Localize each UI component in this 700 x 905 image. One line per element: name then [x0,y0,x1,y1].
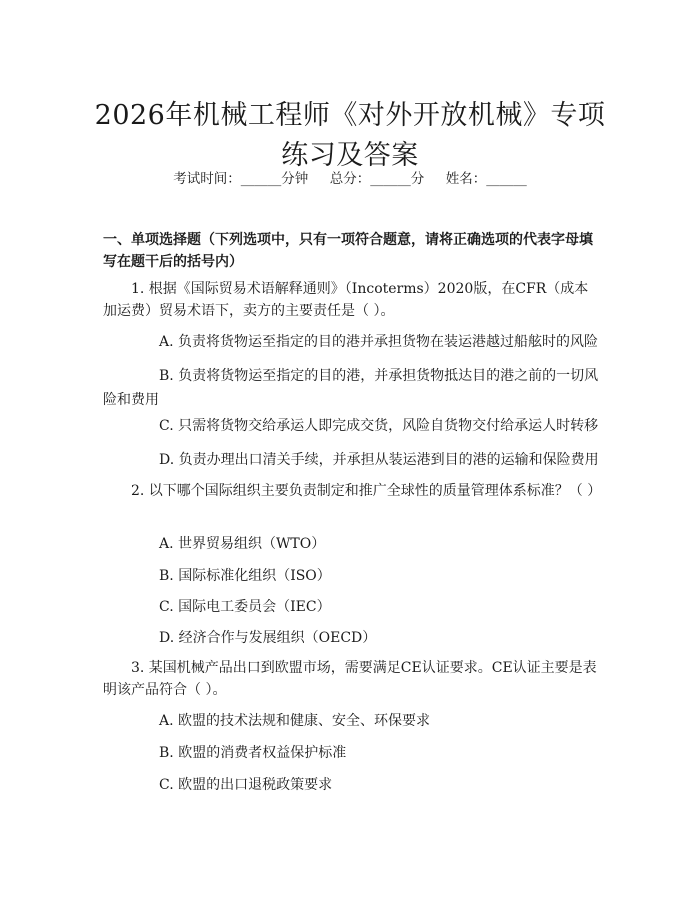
question-3-option-c: C. 欧盟的出口退税政策要求 [159,777,333,793]
question-1-option-b: B. 负责将货物运至指定的目的港，并承担货物抵达目的港之前的一切风险和费用 [103,368,599,408]
document-title: 2026年机械工程师《对外开放机械》专项练习及答案 [94,100,606,172]
question-1-option-a: A. 负责将货物运至指定的目的港并承担货物在装运港越过船舷时的风险 [159,334,599,350]
question-3-option-a: A. 欧盟的技术法规和健康、安全、环保要求 [159,713,431,729]
question-3-text: 3. 某国机械产品出口到欧盟市场，需要满足CE认证要求。CE认证主要是表明该产品符合（ ）。 [103,660,597,698]
question-3-option-b: B. 欧盟的消费者权益保护标准 [159,745,347,761]
question-1-text: 1. 根据《国际贸易术语解释通则》（Incoterms）2020版，在CFR（成本加运费）贸易术语下，卖方的主要责任是（ ）。 [103,281,589,319]
question-2-text: 2. 以下哪个国际组织主要负责制定和推广全球性的质量管理体系标准？（ ） [131,483,602,499]
section-heading: 一、单项选择题（下列选项中，只有一项符合题意，请将正确选项的代表字母填写在题干后的括号内） [103,232,593,270]
question-1-option-d: D. 负责办理出口清关手续，并承担从装运港到目的港的运输和保险费用 [159,452,599,468]
question-2-option-a: A. 世界贸易组织（WTO） [159,536,326,552]
exam-info-line: 考试时间：______分钟 总分：______分 姓名：______ [173,171,527,187]
question-2-option-d: D. 经济合作与发展组织（OECD） [159,630,377,646]
question-2-option-c: C. 国际电工委员会（IEC） [159,599,331,615]
question-1-option-c: C. 只需将货物交给承运人即完成交货，风险自货物交付给承运人时转移 [159,418,599,434]
question-2-option-b: B. 国际标准化组织（ISO） [159,568,331,584]
